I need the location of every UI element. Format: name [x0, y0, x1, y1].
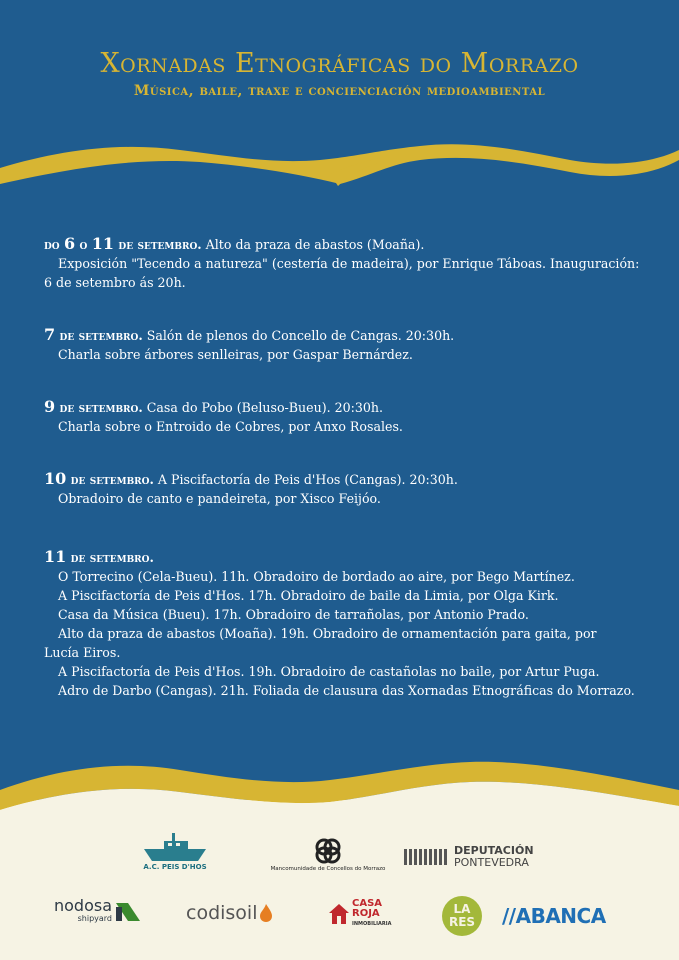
event-date: 11 de setembro. [44, 547, 154, 566]
event-heading [44, 469, 644, 489]
event-line: O Torrecino (Cela-Bueu). 11h. Obradoiro de bordado ao aire, por Bego Martínez. [58, 569, 575, 584]
event-line: 6 de setembro ás 20h. [44, 275, 186, 290]
event-date: do 6 o 11 de setembro. [44, 234, 202, 253]
boat-icon [142, 831, 208, 863]
nodosa-logo: nodosa shipyard [54, 896, 164, 928]
event-item [44, 397, 644, 436]
page-title: Xornadas Etnográficas do Morrazo [100, 48, 579, 79]
flame-icon [260, 904, 272, 922]
event-heading [44, 325, 644, 345]
deputacion-logo: DEPUTACIÓN PONTEVEDRA [404, 842, 544, 872]
sponsor-logos [0, 820, 679, 960]
event-heading [44, 234, 644, 254]
event-date: 7 de setembro. [44, 325, 143, 344]
event-line: A Piscifactoría de Peis d'Hos. 19h. Obradoiro de castañolas no baile, por Artur Puga. [58, 664, 600, 679]
event-place: Salón de plenos do Concello de Cangas. 20:30h. [142, 328, 455, 343]
event-place: Casa do Pobo (Beluso-Bueu). 20:30h. [142, 400, 384, 415]
house-icon [328, 903, 350, 925]
codisoil-logo: codisoil [186, 898, 290, 928]
event-heading [44, 547, 644, 567]
event-line: Obradoiro de canto e pandeireta, por Xisco Feijóo. [58, 491, 381, 506]
event-date: 9 de setembro. [44, 397, 143, 416]
event-line: Lucía Eiros. [44, 645, 121, 660]
event-line: Adro de Darbo (Cangas). 21h. Foliada de clausura das Xornadas Etnográficas do Morrazo. [58, 683, 635, 698]
knot-icon [313, 836, 343, 866]
event-date: 10 de setembro. [44, 469, 154, 488]
event-line: Charla sobre árbores senlleiras, por Gaspar Bernárdez. [58, 347, 413, 362]
event-place: Alto da praza de abastos (Moaña). [201, 237, 425, 252]
nodosa-mark-icon [114, 901, 142, 923]
event-line: A Piscifactoría de Peis d'Hos. 17h. Obradoiro de baile da Limia, por Olga Kirk. [58, 588, 559, 603]
dots-grid-icon [404, 845, 450, 869]
lares-logo: LA RES [442, 896, 482, 936]
header [0, 48, 679, 99]
event-item [44, 469, 644, 508]
page-subtitle: Música, baile, traxe e concienciación medioambiental [133, 83, 546, 99]
event-line: Charla sobre o Entroido de Cobres, por Anxo Rosales. [58, 419, 403, 434]
event-heading [44, 397, 644, 417]
event-item [44, 325, 644, 364]
event-item [44, 234, 644, 292]
casa-roja-logo: CASA ROJA INMOBILIARIA [328, 894, 398, 934]
event-line: Exposición "Tecendo a natureza" (cestería de madeira), por Enrique Táboas. Inauguración: [58, 256, 640, 271]
event-item [44, 547, 644, 700]
event-line: Casa da Música (Bueu). 17h. Obradoiro de tarrañolas, por Antonio Prado. [58, 607, 529, 622]
peis-dhos-logo: A.C. PEIS D'HOS [140, 826, 210, 876]
abanca-logo: //ABANCA [502, 904, 606, 928]
event-line: Alto da praza de abastos (Moaña). 19h. Obradoiro de ornamentación para gaita, por [58, 626, 597, 641]
event-list [44, 234, 644, 733]
mancomunidade-logo: Mancomunidade de Concellos do Morrazo [258, 830, 398, 878]
event-place: A Piscifactoría de Peis d'Hos (Cangas). 20:30h. [153, 472, 458, 487]
